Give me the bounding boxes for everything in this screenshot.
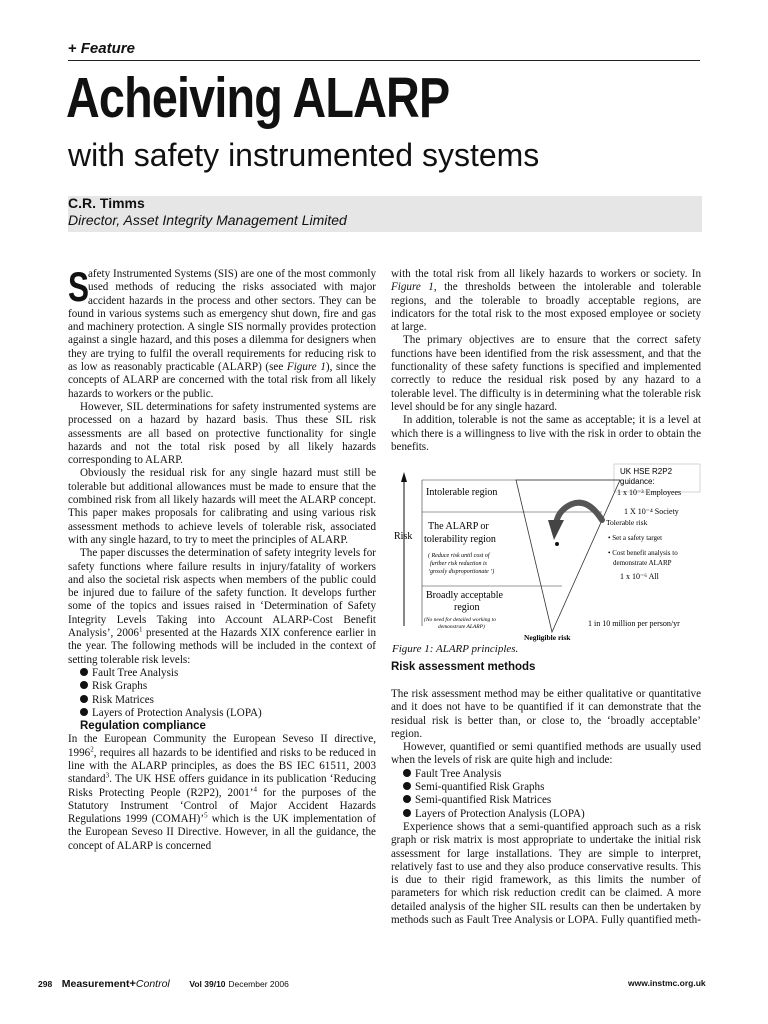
paragraph-text: ), since the concepts of ALARP are concerned with the total risk from all likely hazards to workers or the public. xyxy=(68,361,376,400)
society-threshold: 1 X 10⁻⁴ Society xyxy=(624,507,679,516)
arrow-head-icon xyxy=(548,520,564,540)
footnote-ref: 5 xyxy=(204,811,208,820)
right-column-top xyxy=(391,268,701,454)
issue-date: December 2006 xyxy=(228,979,289,989)
axis-arrow-icon xyxy=(401,472,407,482)
bullet-icon xyxy=(80,708,88,716)
guidance-label: UK HSE R2P2 xyxy=(620,467,673,476)
list-item-text: Layers of Protection Analysis (LOPA) xyxy=(92,706,262,719)
list-item xyxy=(68,707,376,720)
magazine-name-suffix: Control xyxy=(135,978,170,990)
section-heading: Regulation compliance xyxy=(80,720,206,733)
list-item-text: Risk Graphs xyxy=(92,680,148,693)
list-item-text: Fault Tree Analysis xyxy=(415,767,502,780)
author-role: Director, Asset Integrity Management Limited xyxy=(68,212,347,228)
bullet-icon xyxy=(403,782,411,790)
paragraph xyxy=(68,547,376,667)
bullet-icon xyxy=(80,668,88,676)
footnote-ref: 2 xyxy=(90,745,94,753)
bullet-icon xyxy=(403,795,411,803)
per-person-threshold: 1 in 10 million per person/yr xyxy=(588,619,680,628)
alarp-region-label: The ALARP or xyxy=(428,521,489,532)
author-name: C.R. Timms xyxy=(68,195,145,211)
paragraph-text: In the European Community the European Seveso II directive, 1996 xyxy=(68,733,376,759)
right-column-bottom xyxy=(391,688,701,927)
paragraph: Obviously the residual risk for any single hazard must still be tolerable but additional allowances must be made to ensure that the combined risk from all likely hazards will meet the ALARP concept. This paper makes proposals for calibrating and using various risk assessment methods to achieve levels of tolerable risk, associated with any single hazard, to try to meet the principles of ALARP. xyxy=(68,467,376,546)
section-text: Feature xyxy=(80,40,135,57)
paragraph xyxy=(391,268,701,334)
list-item xyxy=(68,680,376,693)
list-item xyxy=(68,667,376,680)
tolerable-risk-label: Tolerable risk xyxy=(606,518,648,527)
paragraph-text: . The UK HSE offers guidance in its publication ‘Reducing Risks Protecting People (R2P2), 2001’ xyxy=(68,773,376,799)
bullet-icon xyxy=(403,809,411,817)
list-item-text: Semi-quantified Risk Graphs xyxy=(415,781,545,794)
section-plus: + xyxy=(68,40,77,57)
target-dot-icon xyxy=(555,542,559,546)
paragraph-text: with the total risk from all likely hazards to workers or society. In xyxy=(391,268,701,280)
paragraph xyxy=(68,733,376,853)
list-item xyxy=(391,808,701,821)
article-title: Acheiving ALARP xyxy=(66,66,450,130)
paragraph-text: , the thresholds between the intolerable and tolerable regions, and the tolerable to broadly acceptable regions, are indicators for the total risk to the most exposed employee or society at large. xyxy=(391,281,701,334)
list-item xyxy=(391,768,701,781)
list-item-text: Semi-quantified Risk Matrices xyxy=(415,794,552,807)
drop-cap: S xyxy=(68,263,90,310)
alarp-diagram xyxy=(392,462,702,647)
list-item-text: Layers of Protection Analysis (LOPA) xyxy=(415,807,585,820)
footnote-ref: 4 xyxy=(253,784,257,793)
tolerable-note: • Set a safety target xyxy=(608,534,663,542)
section-heading: Risk assessment methods xyxy=(391,661,536,673)
figure-caption: Figure 1: ALARP principles. xyxy=(392,643,519,655)
paragraph-text: The paper discusses the determination of safety integrity levels for safety functions where failure results in injury/fatality of workers and also the societal risk aspects when members of the public could be injured due to failure of the safety function. It develops further some of the topics and issues raised in ‘Determination of Safety Integrity Levels Taking into Account ALARP-Cost Benefit Analysis’, 2006 xyxy=(68,547,376,640)
paragraph: Experience shows that a semi-quantified approach such as a risk graph or risk matrix is most appropriate to undertake the initial risk assessment for large installations. They are simple to interpret, relatively fast to use and they also produce conservative results. This is due to their rigid framework, as this limits the number of parameters for which risk reduction credit can be claimed. A more detailed analysis of the higher SIL results can then be undertaken by methods such as Fault Tree Analysis or LOPA. Fully quantified meth- xyxy=(391,820,701,927)
page-number: 298 xyxy=(38,979,53,989)
employees-threshold: 1 x 10⁻³ Employees xyxy=(617,488,682,497)
footnote-ref: 3 xyxy=(105,771,110,780)
footnote-ref: 1 xyxy=(138,625,143,634)
bullet-icon xyxy=(80,695,88,703)
paragraph xyxy=(68,263,376,401)
paragraph-text: which is the UK implementation of the European Seveso II Directive. However, in all the guidance, the concept of ALARP is concerned xyxy=(68,813,376,852)
alarp-note: ( Reduce risk until cost of xyxy=(428,553,490,559)
left-column xyxy=(68,263,376,853)
intolerable-region-label: Intolerable region xyxy=(426,487,498,498)
list-item xyxy=(391,781,701,794)
list-item-text: Risk Matrices xyxy=(92,693,154,706)
magazine-name: Measurement xyxy=(61,978,130,990)
paragraph: The risk assessment method may be either qualitative or quantitative and it does not have to be quantified if it can demonstrate that the residual risk is better than, or close to, the ‘broadly acceptable’ region. xyxy=(391,688,701,740)
footer-url[interactable]: www.instmc.org.uk xyxy=(628,978,706,988)
magazine-plus: + xyxy=(129,978,136,990)
list-item xyxy=(391,794,701,807)
header-rule xyxy=(68,60,700,61)
article-subtitle: with safety instrumented systems xyxy=(68,137,540,173)
list-item xyxy=(68,694,376,707)
volume: Vol 39/10 xyxy=(189,979,226,989)
tolerable-note: • Cost benefit analysis to xyxy=(608,549,678,557)
alarp-note: further risk reduction is xyxy=(430,561,487,567)
section-label xyxy=(68,40,135,57)
paragraph: However, SIL determinations for safety instrumented systems are processed on a hazard by hazard basis. Thus these SIL risk assessments are all based on protective functionality for single hazards and not the total risk posed by all likely hazards corresponding to ALARP. xyxy=(68,400,376,467)
paragraph-text: for the purposes of the Statutory Instrument ‘Control of Major Accident Hazards Regulations 1999 (COMAH)’ xyxy=(68,786,376,826)
bullet-icon xyxy=(80,681,88,689)
paragraph-text: afety Instrumented Systems (SIS) are one of the most commonly used methods of reducing the risks associated with major accident hazards in the process and other sectors. They can be found in various systems such as emergency shut down, fire and gas and machinery protection. A single SIS normally provides protection against a single hazard, and this poses a dilemma for designers when they are trying to fulfil the overall requirements for reducing risk to as low as reasonably practicable (ALARP) (see xyxy=(68,268,376,374)
paragraph-text: presented at the Hazards XIX conference earlier in the year. The following methods will be included in the context of setting tolerable risk levels: xyxy=(68,627,376,666)
tolerable-note: demonstrate ALARP xyxy=(613,559,672,567)
guidance-label: guidance: xyxy=(620,477,655,486)
broadly-acceptable-label: Broadly acceptable xyxy=(426,590,503,601)
paragraph: In addition, tolerable is not the same as acceptable; it is a level at which there is a willingness to live with the risk in order to obtain the benefits. xyxy=(391,414,701,453)
figure-reference: Figure 1 xyxy=(286,361,326,374)
list-item-text: Fault Tree Analysis xyxy=(92,666,179,679)
paragraph: The primary objectives are to ensure that the correct safety functions have been identified from the risk assessment, and that the functionality of these safety functions is specified and implemented correctly to reduce the residual risk posed by any hazard to a tolerable level. The difficulty is in determining what the tolerable risk level should be for any single hazard. xyxy=(391,334,701,413)
alarp-note: ‘grossly disproportionate ’) xyxy=(428,569,495,575)
broadly-note: (No need for detailed working to xyxy=(424,617,496,623)
paragraph-text: , requires all hazards to be identified and risks to be reduced in line with the ALARP principles, as does the BS IEC 61511, 2003 standard xyxy=(68,746,376,786)
footer-left xyxy=(38,978,289,990)
broadly-note: demonstrate ALARP) xyxy=(438,624,485,630)
bullet-icon xyxy=(403,769,411,777)
paragraph: However, quantified or semi quantified methods are usually used when the levels of risk are quite high and include: xyxy=(391,741,701,767)
figure-reference: Figure 1 xyxy=(391,281,434,294)
alarp-region-label: tolerability region xyxy=(424,534,496,545)
negligible-risk-label: Negligible risk xyxy=(524,633,571,642)
broadly-acceptable-label: region xyxy=(454,602,480,613)
risk-axis-label: Risk xyxy=(394,531,413,542)
all-threshold: 1 x 10⁻⁶ All xyxy=(620,572,659,581)
